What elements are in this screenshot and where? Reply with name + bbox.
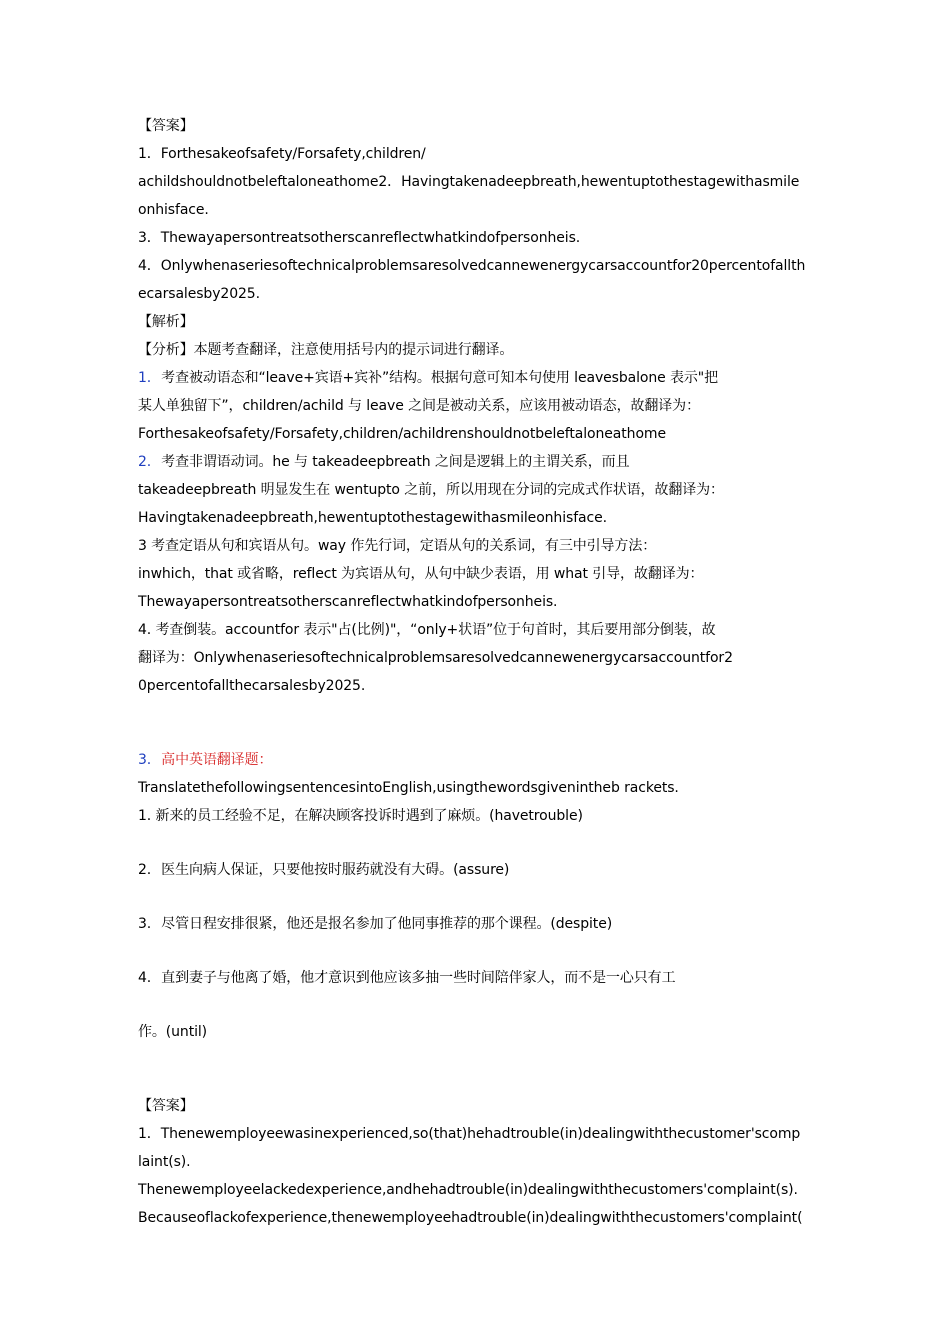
analysis-line: Thewayapersontreatsotherscanreflectwhatkindofpersonheis. <box>138 594 558 610</box>
question-1: 1. 新来的员工经验不足，在解决顾客投诉时遇到了麻烦。(havetrouble) <box>138 808 583 824</box>
answer-line: Becauseoflackofexperience,thenewemployeehadtrouble(in)dealingwiththecustomers'complaint( <box>138 1210 803 1226</box>
analysis-line: Havingtakenadeepbreath,hewentuptothestagewithasmileonhisface. <box>138 510 607 526</box>
question-number: 3. <box>138 916 152 932</box>
question-3 <box>138 910 814 938</box>
question-number: 4. <box>138 970 152 986</box>
answer-line: 3．Thewayapersontreatsotherscanreflectwhatkindofpersonheis. <box>138 230 581 246</box>
analysis-header: 【解析】 <box>138 314 194 330</box>
analysis-item-2 <box>138 448 814 476</box>
analysis-line: 0percentofallthecarsalesby2025. <box>138 678 366 694</box>
analysis-line: takeadeepbreath 明显发生在 wentupto 之前，所以用现在分词的完成式作状语，故翻译为： <box>138 482 724 498</box>
analysis-intro: 【分析】本题考查翻译，注意使用括号内的提示词进行翻译。 <box>138 342 514 358</box>
question-text: 尽管日程安排很紧，他还是报名参加了他同事推荐的那个课程。(despite) <box>161 916 613 932</box>
answer-line: ecarsalesby2025. <box>138 286 260 302</box>
section-number: 3. <box>138 752 152 768</box>
answer-header: 【答案】 <box>138 118 194 134</box>
answer-line: 4．Onlywhenaseriesoftechnicalproblemsaresolvedcannewenergycarsaccountfor20percentofallth <box>138 258 806 274</box>
answer-line: Thenewemployeelackedexperience,andhehadtrouble(in)dealingwiththecustomers'complaint(s). <box>138 1182 798 1198</box>
question-line: 作。(until) <box>138 1024 208 1040</box>
analysis-item-4: 4. 考查倒装。accountfor 表示"占(比例)"，“only+状语”位于句首时，其后要用部分倒装，故 <box>138 622 716 638</box>
analysis-item-1 <box>138 364 814 392</box>
answer-line: 1．Forthesakeofsafety/Forsafety,children/ <box>138 146 426 162</box>
answer-line: 1．Thenewemployeewasinexperienced,so(that)hehadtrouble(in)dealingwiththecustomer'scomp <box>138 1126 801 1142</box>
answer-header-2: 【答案】 <box>138 1098 194 1114</box>
question-4 <box>138 964 814 992</box>
question-text: 直到妻子与他离了婚，他才意识到他应该多抽一些时间陪伴家人，而不是一心只有工 <box>161 970 676 986</box>
item-number: 1. <box>138 370 152 386</box>
question-2 <box>138 856 814 884</box>
item-text: 考查被动语态和“leave+宾语+宾补”结构。根据句意可知本句使用 leavesbalone 表示"把 <box>161 370 719 386</box>
question-number: 2. <box>138 862 152 878</box>
section-heading: 高中英语翻译题： <box>161 752 273 768</box>
item-text: 考查非谓语动词。he 与 takeadeepbreath 之间是逻辑上的主谓关系，而且 <box>161 454 630 470</box>
analysis-line: Forthesakeofsafety/Forsafety,children/achildrenshouldnotbeleftaloneathome <box>138 426 666 442</box>
answer-line: laint(s). <box>138 1154 191 1170</box>
analysis-line: inwhich，that 或省略，reflect 为宾语从句，从句中缺少表语，用 what 引导，故翻译为： <box>138 566 704 582</box>
analysis-item-3: 3 考查定语从句和宾语从句。way 作先行词，定语从句的关系词，有三中引导方法： <box>138 538 657 554</box>
question-text: 医生向病人保证，只要他按时服药就没有大碍。(assure) <box>161 862 510 878</box>
item-number: 2. <box>138 454 152 470</box>
analysis-line: 翻译为：Onlywhenaseriesoftechnicalproblemsaresolvedcannewenergycarsaccountfor2 <box>138 650 733 666</box>
answer-line: onhisface. <box>138 202 209 218</box>
instruction: TranslatethefollowingsentencesintoEnglish,usingthewordsgivenintheb rackets. <box>138 780 679 796</box>
answer-line: achildshouldnotbeleftaloneathome2．Havingtakenadeepbreath,hewentuptothestagewithasmile <box>138 174 800 190</box>
analysis-line: 某人单独留下”，children/achild 与 leave 之间是被动关系，应该用被动语态，故翻译为： <box>138 398 700 414</box>
section-title <box>138 746 814 774</box>
document-content <box>138 112 814 1232</box>
